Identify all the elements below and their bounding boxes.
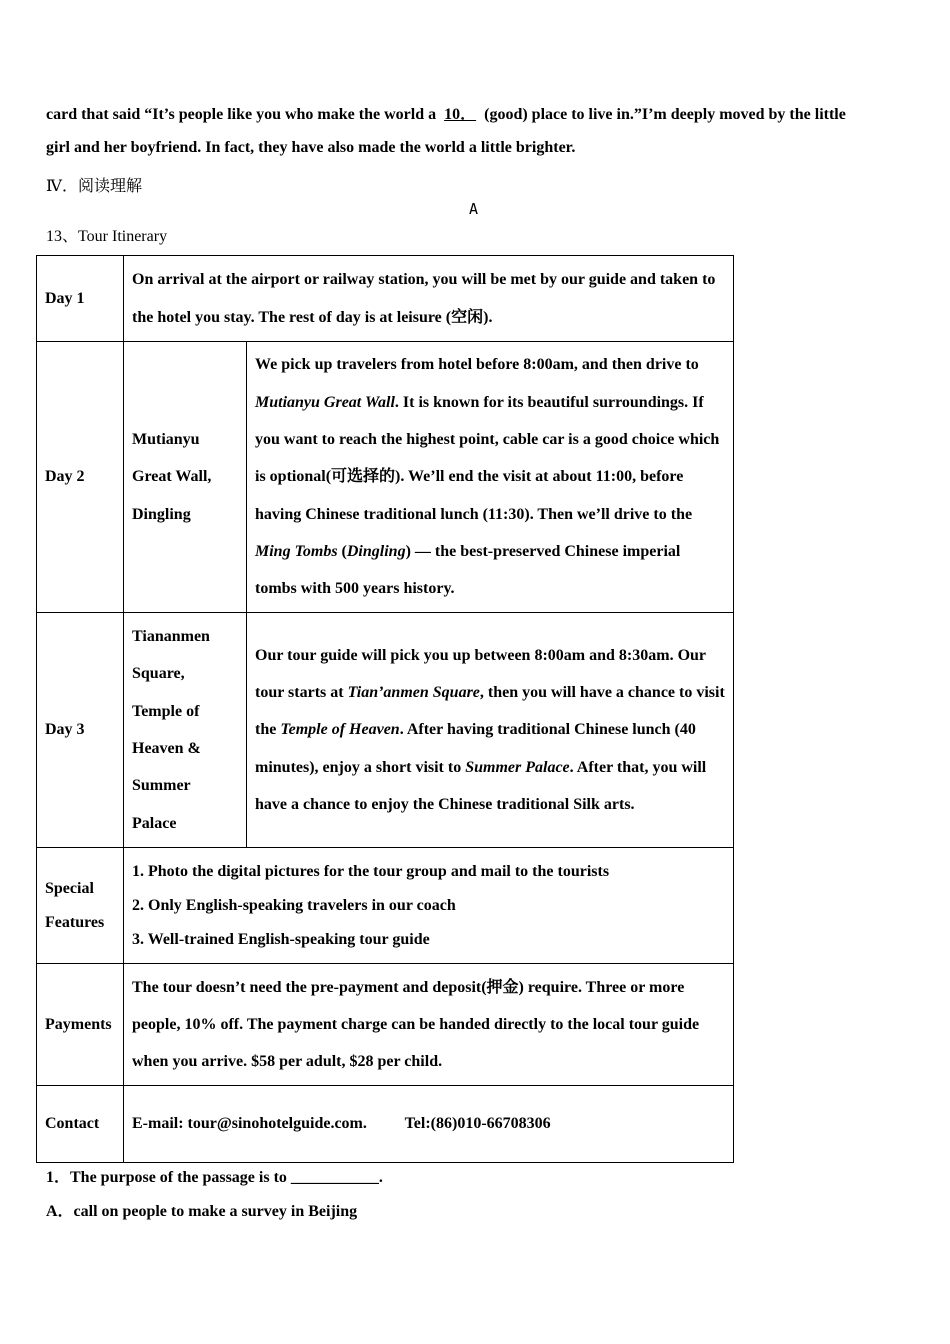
itinerary-table [36,255,734,1163]
emph-ming-tombs: Ming Tombs [255,542,338,560]
day3-label: Day 3 [37,613,124,848]
option-a: A．call on people to make a survey in Beijing [46,1203,358,1220]
question-title: 13、Tour Itinerary [46,228,168,245]
feature-item: 3. Well-trained English-speaking tour guide [132,930,430,948]
emph-tiananmen: Tian’anmen Square [347,684,480,702]
day2-text: We pick up travelers from hotel before 8:00am, and then drive to Mutianyu Great Wall. It is known for its beautiful surroundings. If you want to reach the highest point, cable car is a good choice which is optional(可选择的). We’ll end the visit at about 11:00, before having Chinese traditional lunch (11:30). Then we’ll drive to the Ming Tombs (Dingling) — the best-preserved Chinese imperial tombs with 500 years history. [247,342,734,613]
contact-label: Contact [37,1086,124,1163]
payments-text: The tour doesn’t need the pre-payment and deposit(押金) require. Three or more people, 10% off. The payment charge can be handed directly to the local tour guide when you arrive. $58 per adult, $28 per child. [124,964,734,1086]
answer-blank-10: 10． [444,106,477,123]
section-heading: Ⅳ．阅读理解 [46,178,142,195]
day2-place: Mutianyu Great Wall, Dingling [124,342,247,613]
emph-temple-of-heaven: Temple of Heaven [280,721,400,739]
row-day2 [37,342,734,613]
emph-mutianyu: Mutianyu Great Wall [255,393,395,411]
features-list [124,848,734,964]
part-letter: A [469,200,479,218]
features-label: Special Features [37,848,124,964]
row-day3 [37,613,734,848]
payments-label: Payments [37,964,124,1086]
row-day1 [37,256,734,342]
day1-label: Day 1 [37,256,124,342]
day1-text: On arrival at the airport or railway station, you will be met by our guide and taken to the hotel you stay. The rest of day is at leisure (空闲). [124,256,734,342]
feature-item: 2. Only English-speaking travelers in our coach [132,896,456,914]
feature-item: 1. Photo the digital pictures for the tour group and mail to the tourists [132,862,610,880]
emph-dingling: Dingling [346,542,406,560]
day3-text: Our tour guide will pick you up between 8:00am and 8:30am. Our tour starts at Tian’anmen Square, then you will have a chance to visit the Temple of Heaven. After having traditional Chinese lunch (40 minutes), enjoy a short visit to Summer Palace. After that, you will have a chance to enjoy the Chinese traditional Silk arts. [247,613,734,848]
question-stem: 1．The purpose of the passage is to ___________. [46,1169,383,1186]
emph-summer-palace: Summer Palace [465,758,570,776]
intro-line-2: girl and her boyfriend. In fact, they have also made the world a little brighter. [46,139,576,156]
day3-place: Tiananmen Square, Temple of Heaven & Summer Palace [124,613,247,848]
intro-line-1: card that said “It’s people like you who make the world a 10． (good) place to live in.”I’m deeply moved by the little [46,101,846,124]
row-payments [37,964,734,1086]
contact-tel: Tel:(86)010-66708306 [404,1115,551,1132]
day2-label: Day 2 [37,342,124,613]
row-features [37,848,734,964]
contact-info [124,1086,734,1163]
contact-email: E-mail: tour@sinohotelguide.com. [132,1115,367,1132]
row-contact [37,1086,734,1163]
